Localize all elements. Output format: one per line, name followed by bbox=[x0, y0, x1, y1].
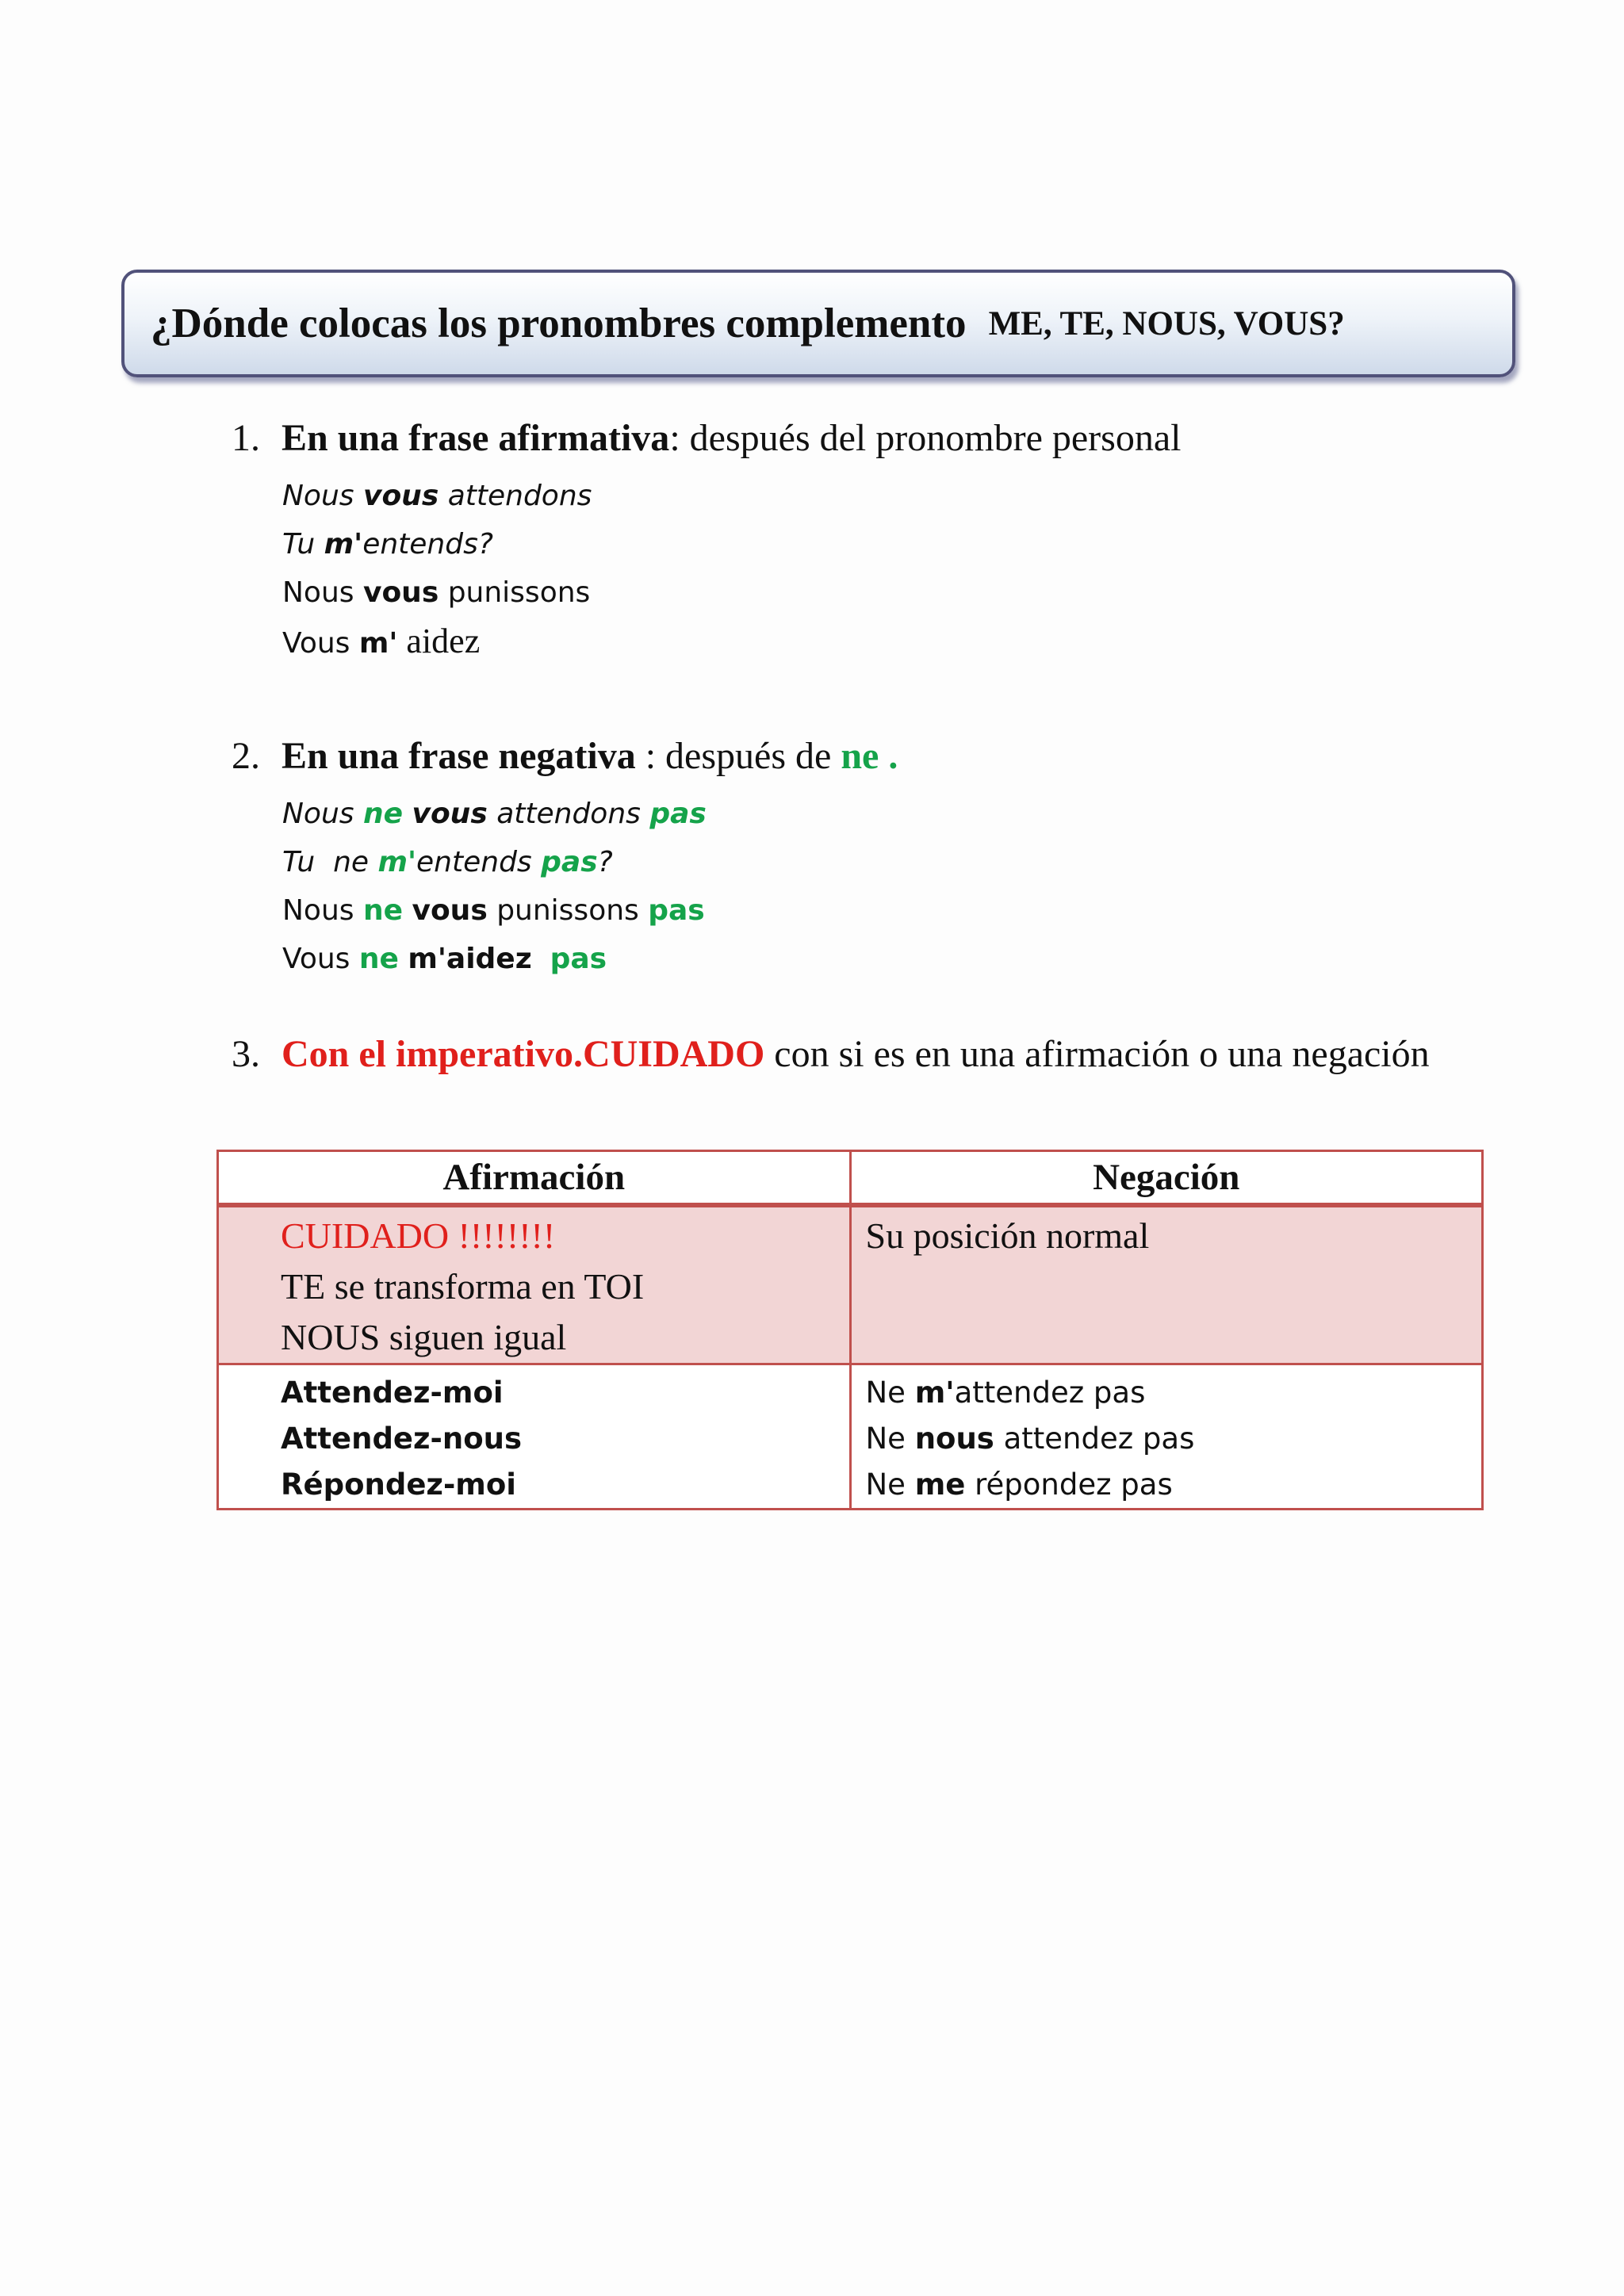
rule-text: NOUS siguen igual bbox=[281, 1317, 567, 1357]
ex-text: attendez pas bbox=[994, 1422, 1195, 1456]
ex-text: répondez pas bbox=[965, 1468, 1173, 1502]
section2-example-4 bbox=[282, 935, 707, 983]
table-row bbox=[218, 1364, 1483, 1510]
example-text: Attendez-nous bbox=[281, 1422, 523, 1456]
example-text bbox=[866, 1416, 1482, 1462]
example-text: Répondez-moi bbox=[281, 1468, 516, 1502]
ex-text bbox=[403, 894, 412, 927]
ex-text: entends bbox=[416, 846, 542, 878]
section1-example-3 bbox=[282, 568, 592, 617]
ex-pronoun: me bbox=[914, 1468, 966, 1502]
ex-text: attendez pas bbox=[954, 1376, 1146, 1410]
ex-pronoun: m' bbox=[914, 1376, 955, 1410]
ex-text: Nous bbox=[282, 576, 363, 609]
section2-heading bbox=[232, 734, 898, 778]
ex-text: aidez bbox=[397, 622, 481, 660]
cell-negacion-examples bbox=[850, 1364, 1483, 1510]
comparison-table bbox=[216, 1150, 1484, 1510]
section1-number: 1. bbox=[232, 417, 260, 459]
ex-text: Ne bbox=[865, 1376, 915, 1410]
ex-text: Tu bbox=[282, 528, 324, 561]
ex-text: Nous bbox=[282, 480, 363, 512]
ex-pas: pas bbox=[648, 894, 705, 927]
ex-text: Vous bbox=[282, 943, 359, 975]
ex-text: punissons bbox=[487, 894, 649, 927]
ex-text: attendons bbox=[439, 480, 592, 512]
ex-text: entends? bbox=[362, 528, 493, 561]
ex-text: attendons bbox=[487, 798, 650, 830]
ex-pronoun: m' bbox=[377, 846, 417, 878]
section1-heading-bold: En una frase afirmativa bbox=[282, 417, 670, 459]
section2-heading-bold: En una frase negativa bbox=[282, 735, 636, 777]
ex-text: ? bbox=[597, 846, 613, 878]
ex-ne: ne bbox=[362, 798, 404, 830]
section2-heading-green: ne . bbox=[841, 735, 898, 777]
section2-example-2 bbox=[282, 838, 707, 886]
ex-text: Ne bbox=[865, 1468, 915, 1502]
cell-afirmacion-examples bbox=[218, 1364, 851, 1510]
page-subtitle: ME, TE, NOUS, VOUS? bbox=[988, 304, 1345, 342]
section1-heading-rest: : después del pronombre personal bbox=[669, 417, 1182, 459]
section1-example-1 bbox=[282, 472, 592, 520]
section3-number: 3. bbox=[232, 1033, 260, 1075]
example-text bbox=[866, 1462, 1482, 1508]
section1-examples bbox=[282, 472, 592, 665]
ex-pas: pas bbox=[649, 798, 707, 830]
title-banner bbox=[121, 270, 1515, 377]
section2-examples bbox=[282, 790, 707, 983]
example-text: Attendez-moi bbox=[281, 1376, 504, 1410]
ex-text: Nous bbox=[282, 894, 363, 927]
ex-pronoun: nous bbox=[914, 1422, 994, 1456]
ex-text bbox=[399, 943, 408, 975]
section2-example-3 bbox=[282, 886, 707, 935]
ex-pas: pas bbox=[541, 846, 598, 878]
ex-pronoun: vous bbox=[362, 480, 439, 512]
ex-pronoun: m' bbox=[324, 528, 363, 561]
rule-text: Su posición normal bbox=[865, 1215, 1150, 1256]
ex-text: Vous bbox=[282, 627, 359, 660]
example-text bbox=[866, 1370, 1482, 1416]
page-title: ¿Dónde colocas los pronombres complemento bbox=[151, 300, 967, 346]
ex-pronoun: m' bbox=[358, 627, 398, 660]
section3-heading-red: Con el imperativo.CUIDADO bbox=[282, 1033, 765, 1075]
cell-afirmacion-rules bbox=[218, 1205, 851, 1364]
ex-pronoun: m'aidez bbox=[408, 943, 532, 975]
section2-example-1 bbox=[282, 790, 707, 838]
header-negacion: Negación bbox=[850, 1151, 1483, 1206]
section2-heading-rest: : después de bbox=[635, 735, 841, 777]
ex-text: Ne bbox=[865, 1422, 915, 1456]
ex-ne: ne bbox=[362, 894, 404, 927]
section3-heading-rest: con si es en una afirmación o una negación bbox=[764, 1033, 1430, 1075]
section1-example-4 bbox=[282, 617, 592, 665]
ex-pronoun: vous bbox=[412, 798, 488, 830]
ex-pas: pas bbox=[550, 943, 607, 975]
cell-negacion-rules bbox=[850, 1205, 1483, 1364]
ex-text: Nous bbox=[282, 798, 363, 830]
header-afirmacion: Afirmación bbox=[218, 1151, 851, 1206]
rule-text: TE se transforma en TOI bbox=[281, 1266, 645, 1307]
ex-text: punissons bbox=[439, 576, 591, 609]
table-row bbox=[218, 1205, 1483, 1364]
section1-example-2 bbox=[282, 520, 592, 568]
ex-text bbox=[532, 943, 550, 975]
table-header-row bbox=[218, 1151, 1483, 1206]
ex-ne: ne bbox=[358, 943, 399, 975]
section2-number: 2. bbox=[232, 735, 260, 777]
ex-pronoun: vous bbox=[362, 576, 439, 609]
warning-text: CUIDADO !!!!!!!! bbox=[281, 1215, 556, 1256]
section3-heading bbox=[232, 1032, 1430, 1076]
ex-pronoun: vous bbox=[412, 894, 488, 927]
ex-text bbox=[403, 798, 412, 830]
section1-heading bbox=[232, 416, 1181, 460]
ex-text: Tu ne bbox=[282, 846, 378, 878]
